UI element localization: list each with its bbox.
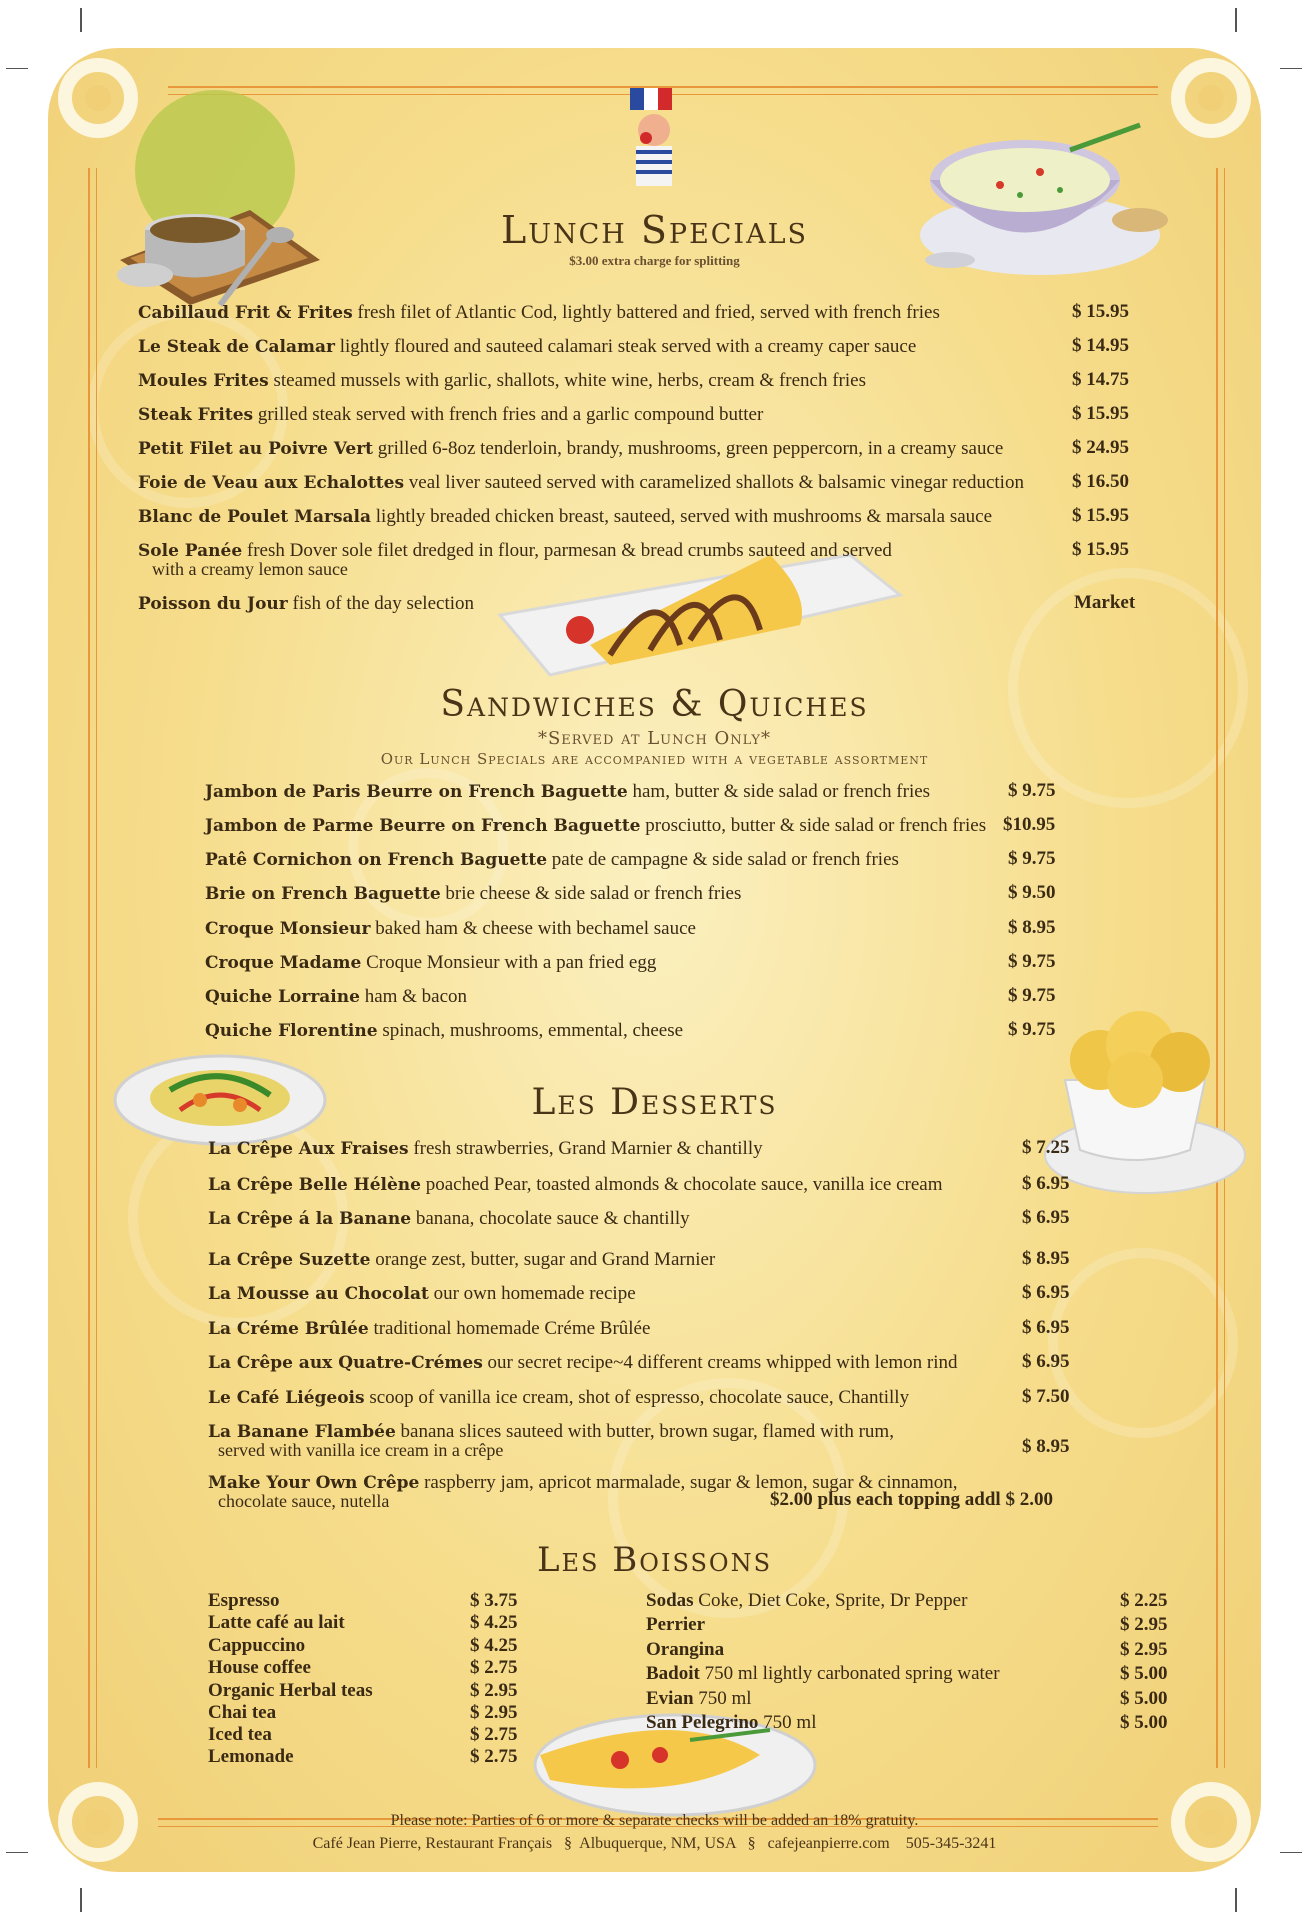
splitting-charge-note: $3.00 extra charge for splitting bbox=[569, 253, 740, 268]
item-name: Le Steak de Calamar bbox=[138, 337, 335, 357]
crop-mark bbox=[80, 8, 82, 32]
item-price: $ 8.95 bbox=[1008, 917, 1056, 938]
frame-right-line bbox=[1224, 168, 1225, 1768]
menu-item bbox=[205, 882, 741, 906]
item-description: poached Pear, toasted almonds & chocolate sauce, vanilla ice cream bbox=[420, 1174, 943, 1195]
menu-item bbox=[138, 369, 866, 393]
item-description: scoop of vanilla ice cream, shot of espresso, chocolate sauce, Chantilly bbox=[364, 1387, 910, 1408]
item-description: prosciutto, butter & side salad or french fries bbox=[640, 815, 987, 836]
item-price: $ 14.75 bbox=[1072, 369, 1129, 390]
lunch-specials-title: Lunch Specials bbox=[500, 208, 809, 252]
drink-item bbox=[646, 1663, 1000, 1685]
drink-item bbox=[646, 1590, 967, 1612]
item-price: $ 9.50 bbox=[1008, 882, 1056, 903]
item-name: La Banane Flambée bbox=[208, 1422, 396, 1442]
item-description: our own homemade recipe bbox=[428, 1283, 636, 1304]
drink-description: Coke, Diet Coke, Sprite, Dr Pepper bbox=[693, 1590, 968, 1611]
restaurant-info: Café Jean Pierre, Restaurant Français § Albuquerque, NM, USA § cafejeanpierre.com 505-345-3241 bbox=[312, 1835, 997, 1852]
soup-pot-illustration bbox=[100, 90, 330, 310]
item-price: $ 15.95 bbox=[1072, 505, 1129, 526]
menu-item bbox=[208, 1173, 943, 1197]
menu-item bbox=[138, 505, 992, 529]
item-name: Croque Monsieur bbox=[205, 919, 371, 939]
item-name: Steak Frites bbox=[138, 405, 254, 425]
menu-item bbox=[138, 335, 916, 359]
menu-item bbox=[205, 780, 930, 804]
item-price: Market bbox=[1074, 592, 1136, 613]
item-price: $ 8.95 bbox=[1022, 1436, 1070, 1457]
item-description: grilled steak served with french fries and a garlic compound butter bbox=[253, 404, 764, 425]
drink-item bbox=[646, 1712, 816, 1734]
drink-name: Latte café au lait bbox=[208, 1612, 345, 1633]
menu-item bbox=[205, 1019, 683, 1043]
swirl-decoration bbox=[1048, 1248, 1238, 1438]
item-price: $ 15.95 bbox=[1072, 301, 1129, 322]
item-name: Petit Filet au Poivre Vert bbox=[138, 439, 374, 459]
item-price: $ 9.75 bbox=[1008, 1019, 1056, 1040]
menu-item bbox=[208, 1137, 763, 1161]
drink-name: Perrier bbox=[646, 1614, 706, 1635]
item-name: La Mousse au Chocolat bbox=[208, 1284, 429, 1304]
menu-item bbox=[208, 1248, 715, 1272]
item-name: Brie on French Baguette bbox=[205, 884, 441, 904]
item-name: Croque Madame bbox=[205, 953, 362, 973]
gratuity-note: Please note: Parties of 6 or more & separate checks will be added an 18% gratuity. bbox=[390, 1812, 919, 1829]
drink-price: $ 5.00 bbox=[1120, 1688, 1168, 1709]
frame-left-line bbox=[96, 168, 97, 1768]
item-name: Moules Frites bbox=[138, 371, 269, 391]
item-description-continued: with a creamy lemon sauce bbox=[152, 559, 348, 579]
desserts-title: Les Desserts bbox=[531, 1082, 778, 1123]
drink-price: $ 2.95 bbox=[1120, 1639, 1168, 1660]
frame-left-line bbox=[88, 168, 90, 1768]
menu-item bbox=[208, 1386, 909, 1410]
menu-item bbox=[205, 814, 986, 838]
item-price: $ 6.95 bbox=[1022, 1282, 1070, 1303]
frame-right-line bbox=[1216, 168, 1218, 1768]
item-description: fresh Dover sole filet dredged in flour, parmesan & bread crumbs sauteed and served bbox=[242, 540, 892, 561]
drink-name: Evian bbox=[646, 1688, 694, 1709]
item-description: fish of the day selection bbox=[287, 593, 475, 614]
menu-item bbox=[208, 1317, 650, 1341]
item-price: $ 15.95 bbox=[1072, 539, 1129, 560]
item-price: $ 6.95 bbox=[1022, 1351, 1070, 1372]
drink-name: Cappuccino bbox=[208, 1635, 306, 1656]
menu-item bbox=[205, 951, 656, 975]
item-name: Quiche Florentine bbox=[205, 1021, 378, 1041]
corner-scroll-ornament bbox=[1171, 58, 1251, 138]
item-name: Sole Panée bbox=[138, 541, 243, 561]
menu-item bbox=[208, 1207, 690, 1231]
item-description: spinach, mushrooms, emmental, cheese bbox=[377, 1020, 684, 1041]
item-price: $ 9.75 bbox=[1008, 780, 1056, 801]
item-name: Blanc de Poulet Marsala bbox=[138, 507, 372, 527]
item-description: Croque Monsieur with a pan fried egg bbox=[361, 952, 657, 973]
drink-price: $ 4.25 bbox=[470, 1635, 518, 1656]
item-name: Jambon de Paris Beurre on French Baguette bbox=[205, 782, 628, 802]
item-price: $ 9.75 bbox=[1008, 951, 1056, 972]
item-price: $ 7.50 bbox=[1022, 1386, 1070, 1407]
menu-item bbox=[138, 301, 940, 325]
drink-name: Organic Herbal teas bbox=[208, 1680, 373, 1701]
item-price: $2.00 plus each topping addl $ 2.00 bbox=[770, 1489, 1053, 1510]
boissons-title: Les Boissons bbox=[536, 1540, 773, 1580]
drink-item bbox=[646, 1688, 752, 1710]
item-price: $ 6.95 bbox=[1022, 1317, 1070, 1338]
item-name: La Crêpe á la Banane bbox=[208, 1209, 412, 1229]
item-description-continued: served with vanilla ice cream in a crêpe bbox=[218, 1440, 504, 1460]
served-at-lunch-note: *Served at Lunch Only* bbox=[537, 728, 772, 749]
drink-price: $ 2.75 bbox=[470, 1746, 518, 1767]
item-name: Cabillaud Frit & Frites bbox=[138, 303, 353, 323]
drink-name: San Pelegrino bbox=[646, 1712, 759, 1733]
item-price: $ 6.95 bbox=[1022, 1173, 1070, 1194]
menu-item bbox=[138, 471, 1024, 495]
drink-description: 750 ml lightly carbonated spring water bbox=[699, 1663, 1000, 1684]
item-name: Quiche Lorraine bbox=[205, 987, 360, 1007]
drink-price: $ 2.95 bbox=[1120, 1614, 1168, 1635]
item-name: La Crêpe Aux Fraises bbox=[208, 1139, 409, 1159]
crop-mark bbox=[1235, 8, 1237, 32]
menu-item bbox=[208, 1351, 958, 1375]
drink-price: $ 2.95 bbox=[470, 1702, 518, 1723]
menu-item bbox=[138, 403, 763, 427]
item-price: $ 15.95 bbox=[1072, 403, 1129, 424]
item-description: baked ham & cheese with bechamel sauce bbox=[370, 918, 696, 939]
menu-item bbox=[138, 592, 474, 616]
drink-name: House coffee bbox=[208, 1657, 311, 1678]
item-description: lightly floured and sauteed calamari steak served with a creamy caper sauce bbox=[334, 336, 917, 357]
item-description: lightly breaded chicken breast, sauteed, served with mushrooms & marsala sauce bbox=[371, 506, 993, 527]
item-description: traditional homemade Créme Brûlée bbox=[368, 1318, 651, 1339]
sandwiches-quiches-title: Sandwiches & Quiches bbox=[440, 684, 869, 725]
crop-mark bbox=[1235, 1888, 1237, 1912]
item-price: $10.95 bbox=[1003, 814, 1056, 835]
menu-item bbox=[138, 437, 1003, 461]
item-description: veal liver sauteed served with caramelized shallots & balsamic vinegar reduction bbox=[404, 472, 1024, 493]
menu-item bbox=[205, 848, 899, 872]
item-description: grilled 6-8oz tenderloin, brandy, mushrooms, green peppercorn, in a creamy sauce bbox=[373, 438, 1004, 459]
vegetable-assortment-note: Our Lunch Specials are accompanied with a vegetable assortment bbox=[380, 750, 929, 768]
menu-item bbox=[208, 1420, 894, 1460]
drink-name: Sodas bbox=[646, 1590, 694, 1611]
crop-mark bbox=[1280, 68, 1302, 69]
item-name: La Crêpe aux Quatre-Crémes bbox=[208, 1353, 483, 1373]
item-name: Make Your Own Crêpe bbox=[208, 1473, 420, 1493]
item-name: La Crêpe Suzette bbox=[208, 1250, 371, 1270]
item-description: ham, butter & side salad or french fries bbox=[627, 781, 931, 802]
drink-price: $ 5.00 bbox=[1120, 1663, 1168, 1684]
drink-price: $ 3.75 bbox=[470, 1590, 518, 1611]
drink-price: $ 4.25 bbox=[470, 1612, 518, 1633]
drink-price: $ 2.75 bbox=[470, 1657, 518, 1678]
crop-mark bbox=[6, 68, 28, 69]
drink-item bbox=[646, 1614, 705, 1636]
item-description: banana slices sauteed with butter, brown sugar, flamed with rum, bbox=[395, 1421, 894, 1442]
drink-name: Badoit bbox=[646, 1663, 700, 1684]
item-description: banana, chocolate sauce & chantilly bbox=[411, 1208, 690, 1229]
item-description-continued: chocolate sauce, nutella bbox=[218, 1491, 390, 1511]
item-description: fresh filet of Atlantic Cod, lightly battered and fried, served with french fries bbox=[352, 302, 940, 323]
item-description: fresh strawberries, Grand Marnier & chantilly bbox=[408, 1138, 763, 1159]
item-name: Le Café Liégeois bbox=[208, 1388, 365, 1408]
item-description: orange zest, butter, sugar and Grand Marnier bbox=[370, 1249, 716, 1270]
drink-description: 750 ml bbox=[758, 1712, 817, 1733]
item-price: $ 6.95 bbox=[1022, 1207, 1070, 1228]
item-price: $ 8.95 bbox=[1022, 1248, 1070, 1269]
item-price: $ 9.75 bbox=[1008, 848, 1056, 869]
crop-mark bbox=[80, 1888, 82, 1912]
item-name: La Créme Brûlée bbox=[208, 1319, 369, 1339]
item-price: $ 16.50 bbox=[1072, 471, 1129, 492]
drink-name: Iced tea bbox=[208, 1724, 272, 1745]
drink-name: Espresso bbox=[208, 1590, 280, 1611]
drink-price: $ 2.75 bbox=[470, 1724, 518, 1745]
drink-name: Chai tea bbox=[208, 1702, 277, 1723]
drink-name: Orangina bbox=[646, 1639, 725, 1660]
drink-price: $ 5.00 bbox=[1120, 1712, 1168, 1733]
drink-price: $ 2.25 bbox=[1120, 1590, 1168, 1611]
menu-item bbox=[205, 985, 467, 1009]
drink-item bbox=[646, 1639, 724, 1661]
item-name: Foie de Veau aux Echalottes bbox=[138, 473, 405, 493]
menu-item bbox=[208, 1282, 636, 1306]
item-description: raspberry jam, apricot marmalade, sugar & lemon, sugar & cinnamon, bbox=[419, 1472, 958, 1493]
drink-price: $ 2.95 bbox=[470, 1680, 518, 1701]
item-description: brie cheese & side salad or french fries bbox=[440, 883, 742, 904]
item-price: $ 7.25 bbox=[1022, 1137, 1070, 1158]
item-description: our secret recipe~4 different creams whipped with lemon rind bbox=[482, 1352, 958, 1373]
drink-name: Lemonade bbox=[208, 1746, 294, 1767]
item-name: Patê Cornichon on French Baguette bbox=[205, 850, 548, 870]
menu-item bbox=[138, 539, 892, 579]
menu-item bbox=[205, 917, 696, 941]
item-name: Jambon de Parme Beurre on French Baguette bbox=[205, 816, 641, 836]
chef-mascot-illustration bbox=[620, 80, 690, 200]
item-price: $ 14.95 bbox=[1072, 335, 1129, 356]
item-price: $ 24.95 bbox=[1072, 437, 1129, 458]
item-name: Poisson du Jour bbox=[138, 594, 288, 614]
item-description: ham & bacon bbox=[359, 986, 468, 1007]
item-price: $ 9.75 bbox=[1008, 985, 1056, 1006]
item-name: La Crêpe Belle Hélène bbox=[208, 1175, 421, 1195]
item-description: pate de campagne & side salad or french fries bbox=[547, 849, 899, 870]
item-description: steamed mussels with garlic, shallots, white wine, herbs, cream & french fries bbox=[268, 370, 866, 391]
drink-description: 750 ml bbox=[693, 1688, 752, 1709]
